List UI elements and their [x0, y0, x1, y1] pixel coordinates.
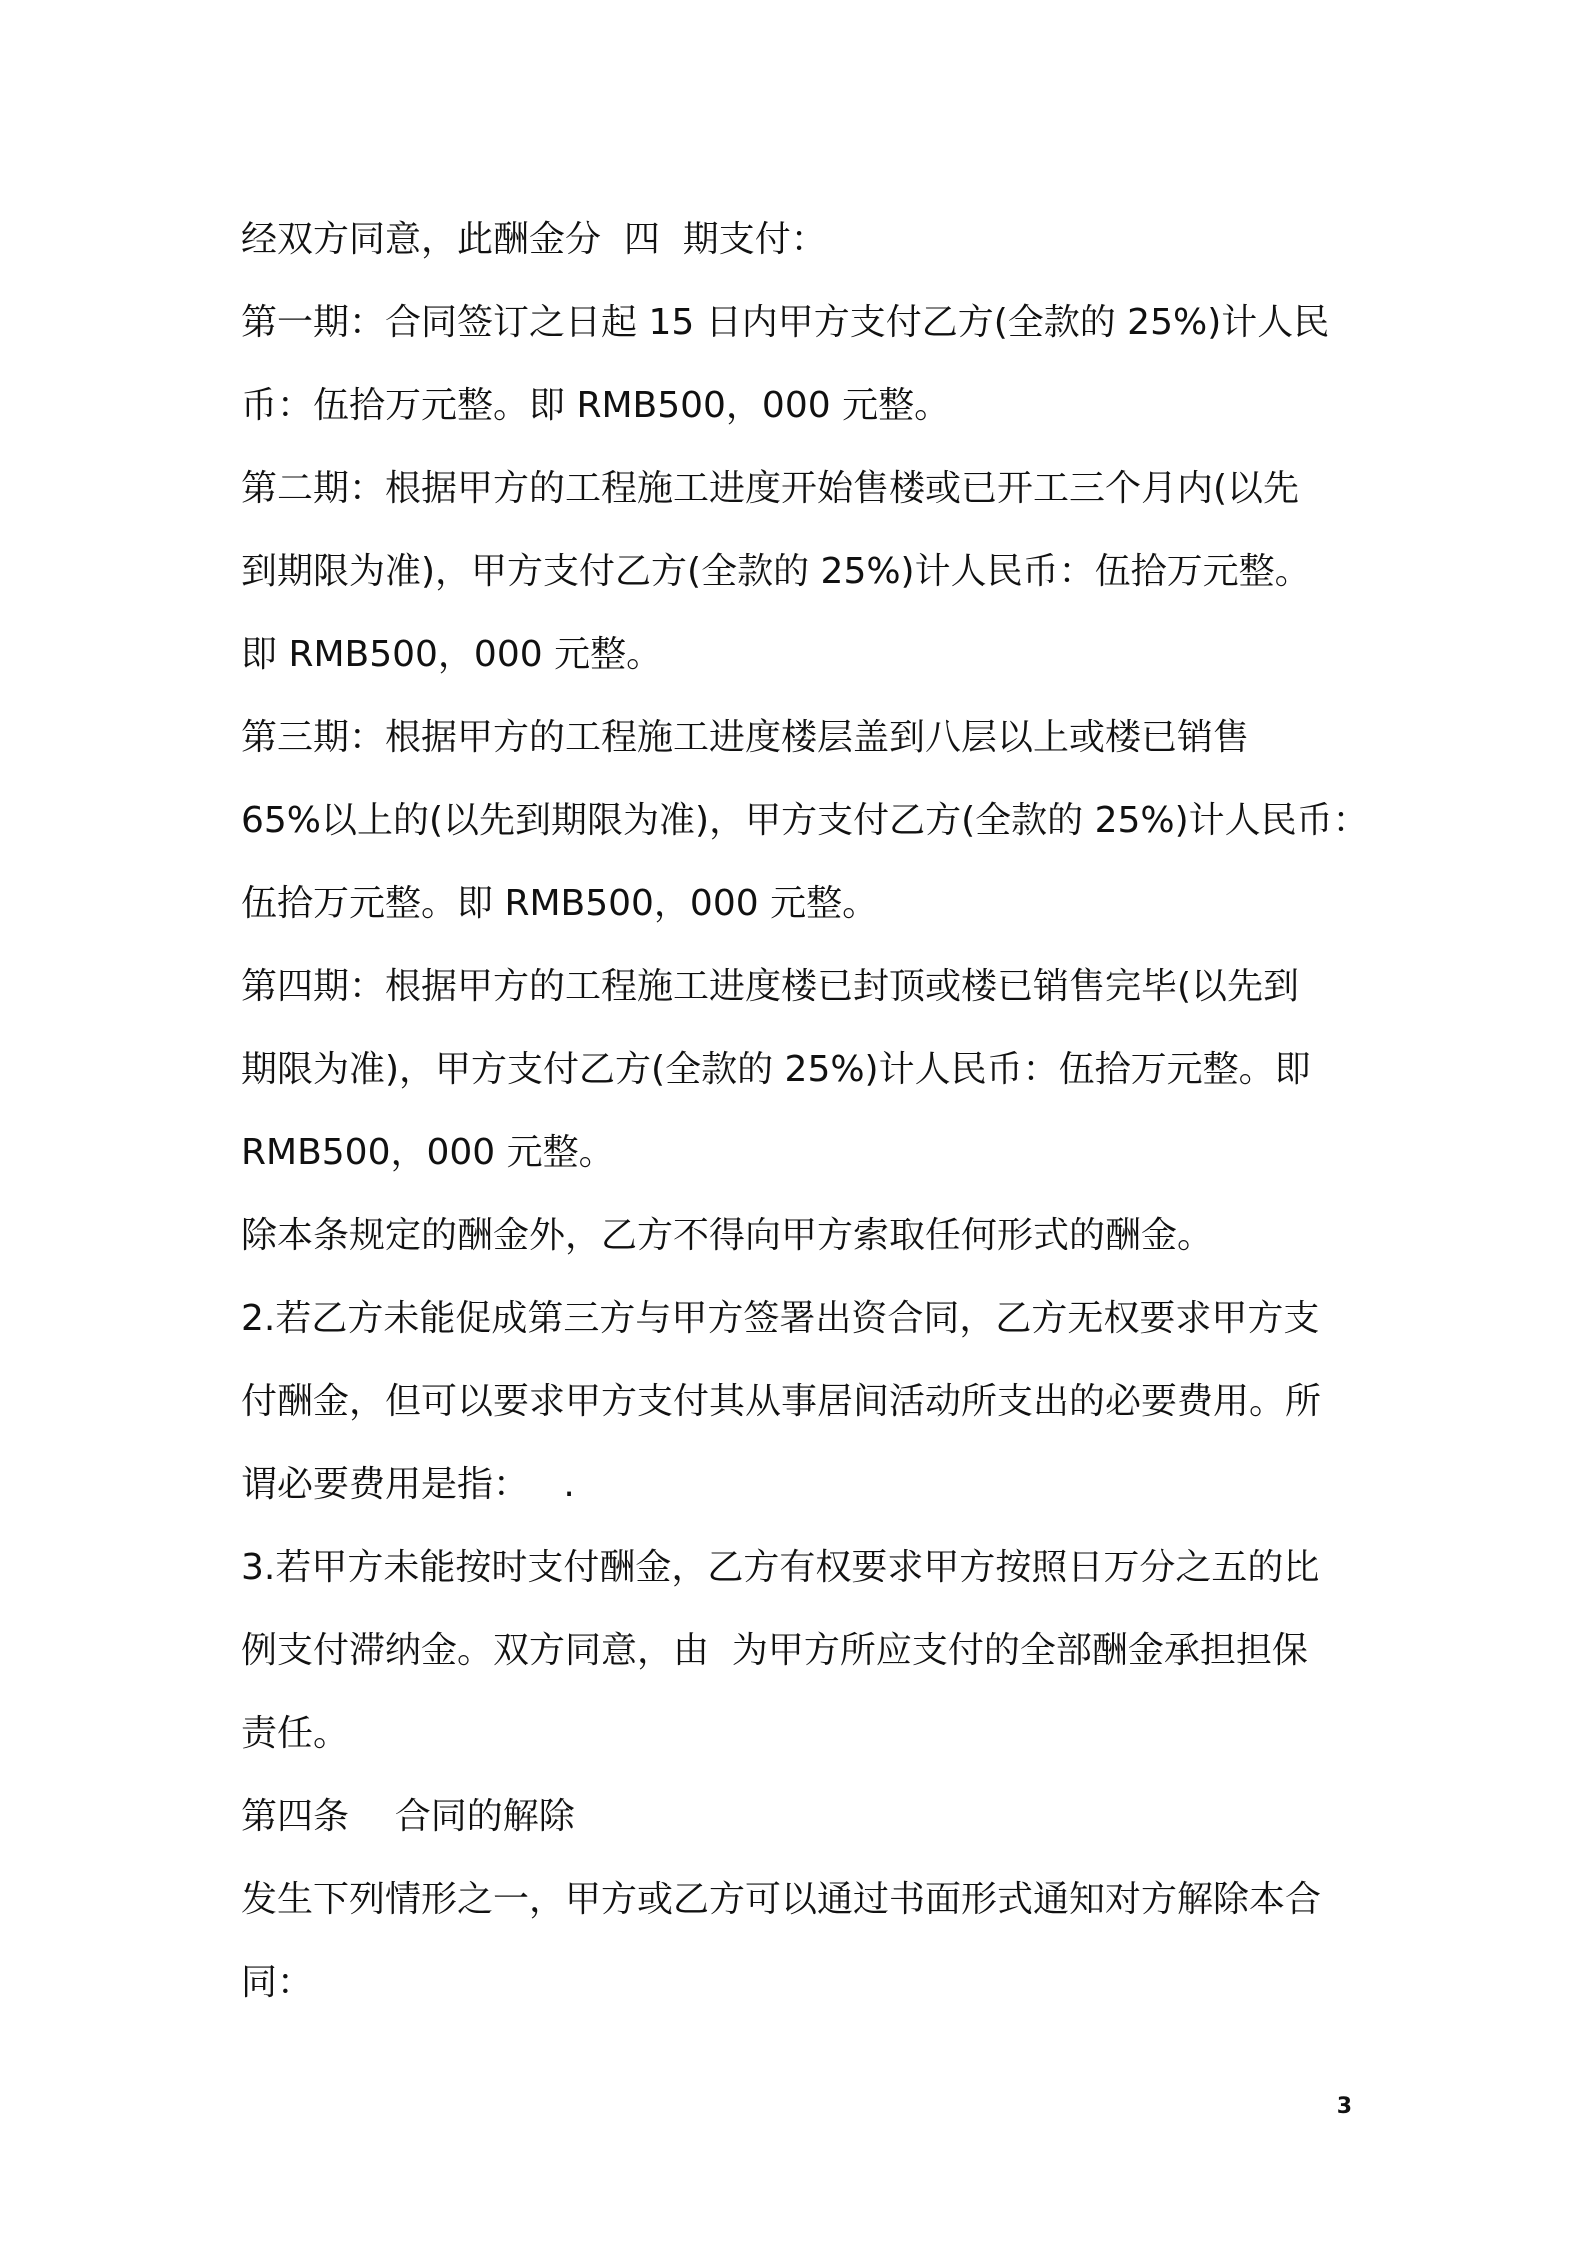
- text-line: 发生下列情形之一，甲方或乙方可以通过书面形式通知对方解除本合: [241, 1879, 1322, 1920]
- text-line: RMB500，000 元整。: [241, 1132, 615, 1173]
- text-line: 3.若甲方未能按时支付酬金，乙方有权要求甲方按照日万分之五的比: [241, 1547, 1320, 1588]
- text-line: 币：伍拾万元整。即 RMB500，000 元整。: [241, 385, 951, 426]
- text-line: 65%以上的(以先到期限为准)，甲方支付乙方(全款的 25%)计人民币：: [241, 800, 1369, 841]
- text-line: 到期限为准)，甲方支付乙方(全款的 25%)计人民币：伍拾万元整。: [241, 551, 1311, 592]
- text-line: 谓必要费用是指： .: [241, 1464, 575, 1505]
- document-body: [241, 198, 1369, 2024]
- text-line: 例支付滞纳金。双方同意，由 为甲方所应支付的全部酬金承担担保: [241, 1630, 1308, 1671]
- section-heading: 第四条 合同的解除: [241, 1796, 575, 1837]
- text-line: 付酬金，但可以要求甲方支付其从事居间活动所支出的必要费用。所: [241, 1381, 1322, 1422]
- text-line: 除本条规定的酬金外，乙方不得向甲方索取任何形式的酬金。: [241, 1215, 1214, 1256]
- text-line: 第三期：根据甲方的工程施工进度楼层盖到八层以上或楼已销售: [241, 717, 1250, 758]
- text-line: 期限为准)，甲方支付乙方(全款的 25%)计人民币：伍拾万元整。即: [241, 1049, 1311, 1090]
- text-line: 第一期：合同签订之日起 15 日内甲方支付乙方(全款的 25%)计人民: [241, 302, 1330, 343]
- text-line: 同：: [241, 1962, 314, 2003]
- text-line: 伍拾万元整。即 RMB500，000 元整。: [241, 883, 879, 924]
- text-line: 第四期：根据甲方的工程施工进度楼已封顶或楼已销售完毕(以先到: [241, 966, 1300, 1007]
- text-line: 经双方同意，此酬金分 四 期支付：: [241, 219, 827, 260]
- text-line: 2.若乙方未能促成第三方与甲方签署出资合同，乙方无权要求甲方支: [241, 1298, 1320, 1339]
- page-number: 3: [1336, 2094, 1352, 2119]
- text-line: 即 RMB500，000 元整。: [241, 634, 663, 675]
- text-line: 第二期：根据甲方的工程施工进度开始售楼或已开工三个月内(以先: [241, 468, 1300, 509]
- text-line: 责任。: [241, 1713, 350, 1754]
